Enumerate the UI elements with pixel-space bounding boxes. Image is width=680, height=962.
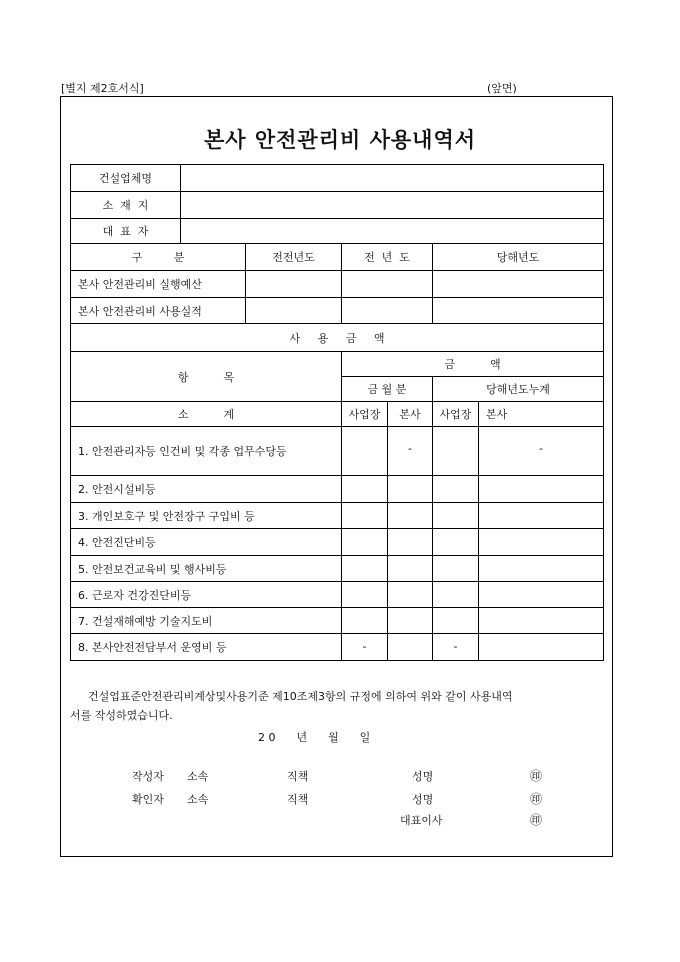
budget-prev-prev-header: 전전년도 bbox=[272, 251, 315, 264]
subtotal-month-hq-header: 본사 bbox=[399, 408, 421, 421]
item-row-1-cum-hq[interactable]: - bbox=[539, 441, 543, 455]
subtotal-label: 소 계 bbox=[177, 408, 235, 421]
ceo-seal: ㊞ bbox=[530, 813, 543, 827]
author-label: 작성자 bbox=[132, 770, 164, 783]
declaration-line-2: 서를 작성하였습니다. bbox=[70, 709, 173, 722]
company-name-field[interactable] bbox=[181, 165, 603, 191]
page-side-label: (앞면) bbox=[487, 82, 517, 95]
item-row-8-month-site[interactable]: - bbox=[362, 639, 367, 653]
budget-row-plan: 본사 안전관리비 실행예산 bbox=[78, 278, 202, 291]
representative-label: 대 표 자 bbox=[102, 225, 149, 238]
budget-category-header: 구 분 bbox=[131, 251, 185, 264]
item-row-8-cum-site[interactable]: - bbox=[453, 639, 458, 653]
item-row-8-label: 8. 본사안전전담부서 운영비 등 bbox=[78, 641, 227, 654]
usage-this-month-header: 금 월 분 bbox=[367, 383, 407, 396]
declaration-line-1: 건설업표준안전관리비계상및사용기준 제10조제3항의 규정에 의하여 위와 같이 사용내역 bbox=[88, 690, 513, 703]
budget-prev-header: 전 년 도 bbox=[364, 251, 410, 264]
item-row-6-label: 6. 근로자 건강진단비등 bbox=[78, 588, 192, 602]
confirmer-seal: ㊞ bbox=[530, 792, 543, 806]
company-name-label: 건설업체명 bbox=[98, 172, 153, 185]
confirmer-position-label: 직책 bbox=[287, 793, 309, 806]
item-row-7-label: 7. 건설재해예방 기술지도비 bbox=[78, 614, 213, 628]
usage-cumulative-header: 당해년도누계 bbox=[486, 383, 550, 396]
item-row-1-cum-site[interactable] bbox=[433, 427, 478, 475]
author-position-label: 직책 bbox=[287, 770, 309, 783]
subtotal-cum-hq-header: 본사 bbox=[486, 408, 508, 421]
usage-section-title: 사 용 금 액 bbox=[289, 331, 385, 345]
item-row-1-month-site[interactable] bbox=[342, 427, 387, 475]
subtotal-cum-site-header: 사업장 bbox=[439, 408, 472, 421]
form-number-label: [별지 제2호서식] bbox=[61, 82, 144, 95]
budget-current-header: 당해년도 bbox=[496, 251, 540, 264]
address-field[interactable] bbox=[181, 192, 603, 218]
declaration-date: 2 0 년 월 일 bbox=[258, 731, 371, 744]
item-row-5-label: 5. 안전보건교육비 및 행사비등 bbox=[78, 562, 227, 576]
item-row-2-label: 2. 안전시설비등 bbox=[78, 483, 156, 496]
subtotal-month-site-header: 사업장 bbox=[348, 408, 381, 421]
budget-row-actual: 본사 안전관리비 사용실적 bbox=[78, 304, 202, 318]
item-row-3-label: 3. 개인보호구 및 안전장구 구입비 등 bbox=[78, 509, 255, 523]
author-name-label: 성명 bbox=[412, 770, 434, 783]
author-seal: ㊞ bbox=[530, 769, 543, 783]
page-title: 본사 안전관리비 사용내역서 bbox=[203, 127, 477, 152]
usage-amount-header: 금 액 bbox=[444, 358, 501, 371]
item-row-1-label: 1. 안전관리자등 인건비 및 각종 업무수당등 bbox=[78, 445, 287, 458]
confirmer-label: 확인자 bbox=[132, 793, 164, 806]
item-row-4-label: 4. 안전진단비등 bbox=[78, 536, 156, 549]
representative-field[interactable] bbox=[181, 219, 603, 243]
confirmer-affiliation-label: 소속 bbox=[187, 793, 209, 806]
address-label: 소 재 지 bbox=[102, 199, 149, 212]
usage-item-header: 항 목 bbox=[177, 370, 235, 384]
author-affiliation-label: 소속 bbox=[187, 770, 209, 783]
confirmer-name-label: 성명 bbox=[412, 793, 434, 806]
ceo-label: 대표이사 bbox=[400, 814, 443, 827]
item-row-1-month-hq[interactable]: - bbox=[408, 441, 412, 455]
